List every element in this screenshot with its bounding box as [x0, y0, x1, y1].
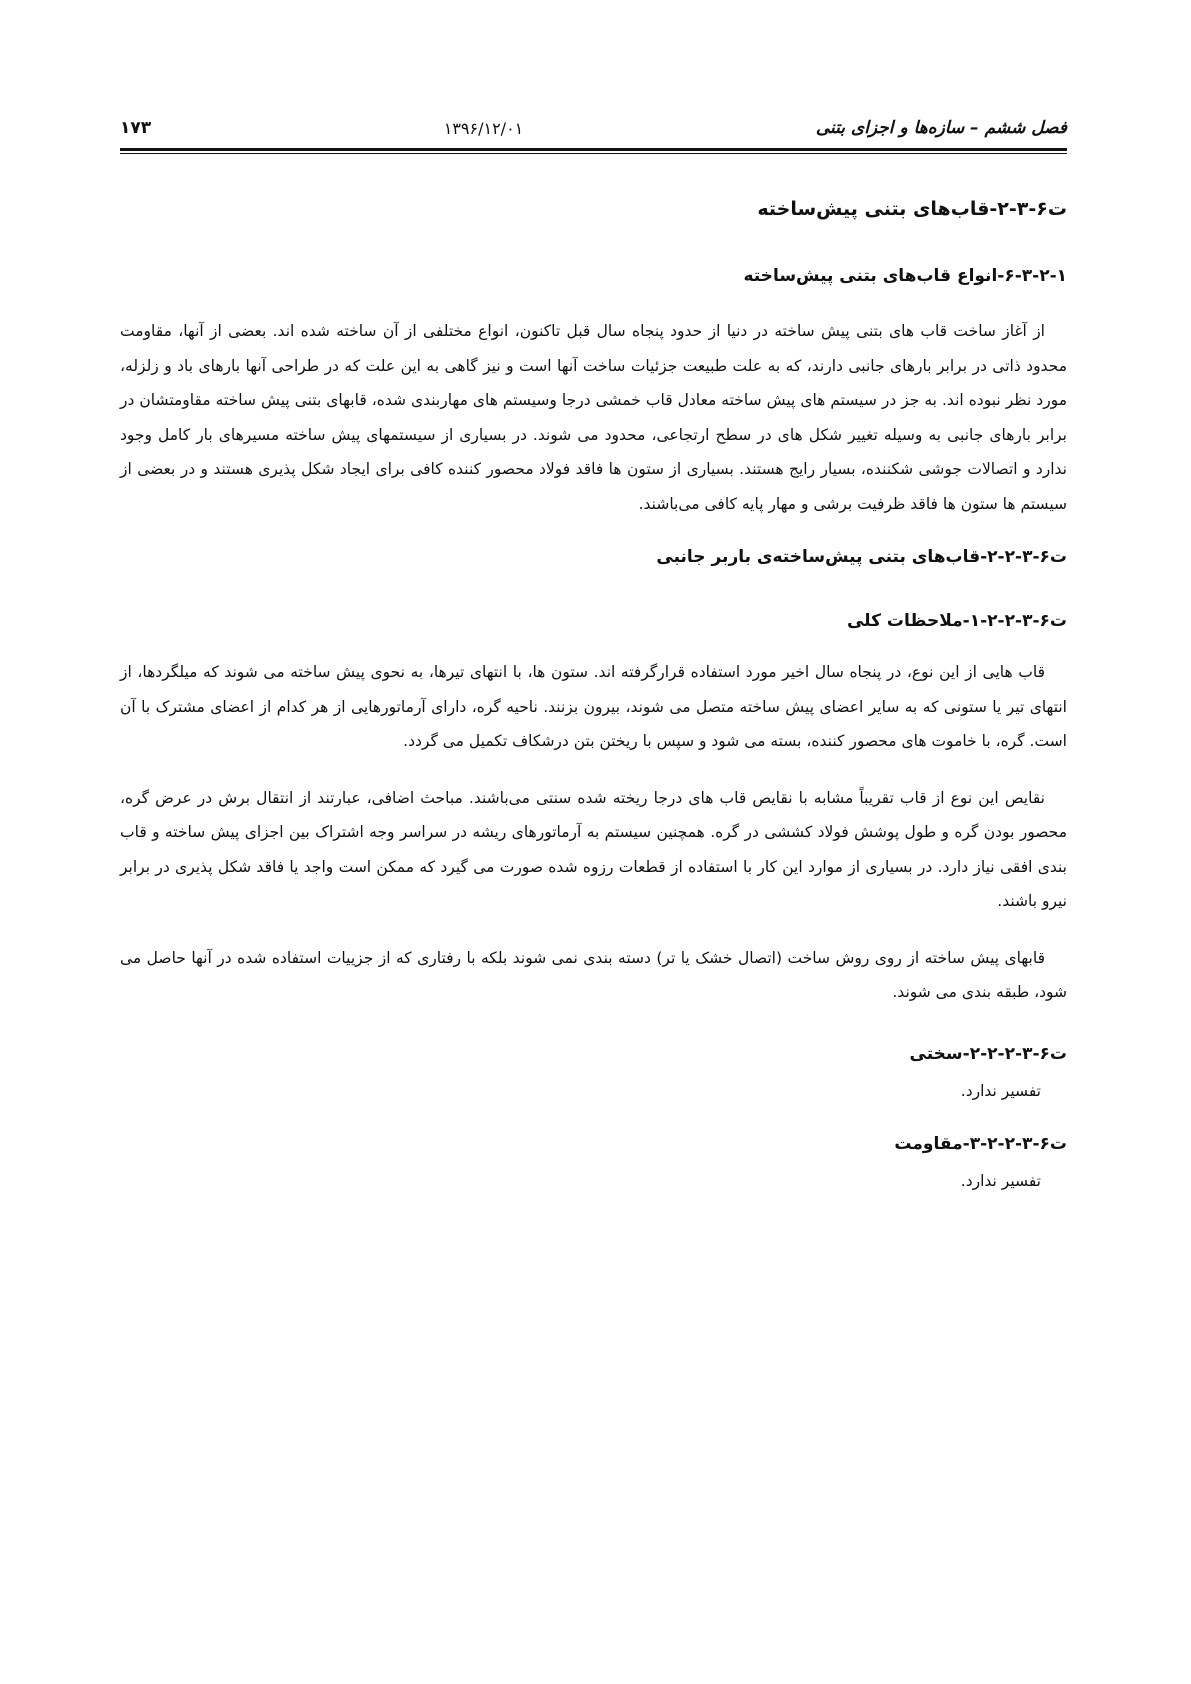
subsection-heading-stiffness: ت۶-۳-۲-۲-۲-سختی — [909, 1043, 1067, 1064]
chapter-title: فصل ششم – سازه‌ها و اجزای بتنی — [815, 118, 1067, 138]
subsection-heading-strength: ت۶-۳-۲-۲-۳-مقاومت — [894, 1133, 1067, 1154]
header-date: ۱۳۹۶/۱۲/۰۱ — [443, 119, 524, 138]
paragraph-general: قاب هایی از این نوع، در پنجاه سال اخیر مورد استفاده قرارگرفته اند. ستون ها، با انتهای تیرها، به نحوی پیش ساخته می شوند که میلگردها، از انتهای تیر یا ستونی که به سایر اعضای پیش ساخته متصل می شوند، بیرون بزنند. ناحیه گره، دارای آرماتورهایی از هر کدام از اعضای مشترک با آن است. گره، با خاموت های محصور کننده، بسته می شود و سپس با ریختن بتن درشکاف تکمیل می گردد. — [120, 663, 1067, 750]
header-rule — [120, 148, 1067, 151]
paragraph-classification: قابهای پیش ساخته از روی روش ساخت (اتصال خشک یا تر) دسته بندی نمی شوند بلکه با رفتاری که از جزییات استفاده شده در آنها حاصل می شود، طبقه بندی می شوند. — [120, 948, 1067, 1001]
note-no-commentary: تفسیر ندارد. — [960, 1081, 1041, 1100]
subsection-heading-lateral: ت۶-۳-۲-۲-قاب‌های بتنی پیش‌ساخته‌ی باربر جانبی — [656, 547, 1067, 567]
subsection-heading-general: ت۶-۳-۲-۲-۱-ملاحظات کلی — [846, 611, 1067, 631]
note-no-commentary-2: تفسیر ندارد. — [960, 1171, 1041, 1190]
section-heading: ت۶-۳-۲-قاب‌های بتنی پیش‌ساخته — [757, 198, 1067, 220]
header-rule-thin — [120, 153, 1067, 154]
paragraph-deficiencies: نقایص این نوع از قاب تقریباً مشابه با نقایص قاب های درجا ریخته شده سنتی می‌باشند. مباحث اضافی، عبارتند از انتقال برش در عرض گره، محصور بودن گره و طول پوشش فولاد کششی در گره. همچنین سیستم به آرماتورهای ریشه در سراسر وجه اشتراک بین اجزای پیش ساخته و قاب بندی افقی نیاز دارد. در بسیاری از موارد این کار با استفاده از قطعات رزوه شده صورت می گیرد که ممکن است واجد یا فاقد شکل پذیری در برابر نیرو باشند. — [120, 788, 1067, 910]
page-number: ۱۷۳ — [120, 118, 152, 138]
page-header — [120, 118, 1067, 144]
subsection-heading-types: ۶-۳-۲-۱-انواع قاب‌های بتنی پیش‌ساخته — [743, 266, 1067, 286]
paragraph-types: از آغاز ساخت قاب های بتنی پیش ساخته در دنیا از حدود پنجاه سال قبل تاکنون، انواع مختلفی از آن ساخته شده اند. بعضی از آنها، مقاومت محدود ذاتی در برابر بارهای جانبی دارند، که به علت طبیعت جزئیات ساخت آنها است و نیز گاهی به این علت که در طراحی آنها بارهای باد و زلزله، مورد نظر نبوده اند. به جز در سیستم های پیش ساخته معادل قاب خمشی درجا وسیستم های مهاربندی شده، قابهای بتنی پیش ساخته مقاومتشان در برابر بارهای جانبی به وسیله تغییر شکل های در سطح ارتجاعی، محدود می شوند. در بسیاری از سیستمهای پیش ساخته مسیرهای بار کامل وجود ندارد و اتصالات جوشی شکننده، بسیار رایج هستند. بسیاری از ستون ها فاقد فولاد محصور کننده کافی برای ایجاد شکل پذیری هستند و در بعضی از سیستم ها ستون ها فاقد ظرفیت برشی و مهار پایه کافی می‌باشند. — [120, 322, 1067, 513]
